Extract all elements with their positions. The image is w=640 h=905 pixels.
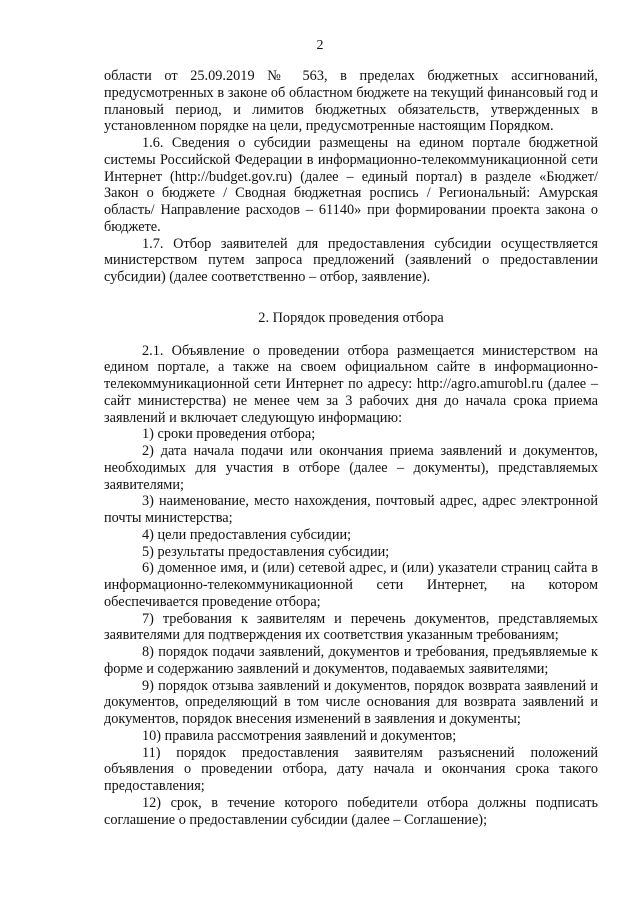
paragraph-continuation: области от 25.09.2019 № 563, в пределах бюджетных ассигнований, предусмотренных в законе об областном бюджете на текущий финансовый год и плановый период, и лимитов бюджетных обязательств, утвержденных в установленном порядке на цели, предусмотренные настоящим Порядком. [104, 68, 598, 135]
paragraph-2-1: 2.1. Объявление о проведении отбора размещается министерством на едином портале, а также на своем официальном сайте в информационно-телекоммуникационной сети Интернет по адресу: http://agro.amurobl.ru (далее – сайт министерства) не менее чем за 3 рабочих дня до начала срока приема заявлений и включает следующую информацию: [104, 342, 598, 426]
list-item-8: 8) порядок подачи заявлений, документов и требования, предъявляемые к форме и содержанию заявлений и документов, подаваемых заявителями; [104, 644, 598, 677]
list-item-9: 9) порядок отзыва заявлений и документов, порядок возврата заявлений и документов, определяющий в том числе основания для возврата заявлений и документов, порядок внесения изменений в заявления и документы; [104, 677, 598, 727]
paragraph-1-6: 1.6. Сведения о субсидии размещены на едином портале бюджетной системы Российской Федерации в информационно-телекоммуникационной сети Интернет (http://budget.gov.ru) (далее – единый портал) в разделе «Бюджет/ Закон о бюджете / Сводная бюджетная роспись / Региональный: Амурская область/ Направление расходов – 61140» при формировании проекта закона о бюджете. [104, 135, 598, 235]
list-item-10: 10) правила рассмотрения заявлений и документов; [142, 727, 457, 744]
list-item-1: 1) сроки проведения отбора; [142, 426, 316, 443]
list-item-11: 11) порядок предоставления заявителям разъяснений положений объявления о проведении отбора, дату начала и окончания срока такого предоставления; [104, 744, 598, 794]
document-body [104, 68, 598, 828]
page-number: 2 [316, 38, 324, 53]
list-item-3: 3) наименование, место нахождения, почтовый адрес, адрес электронной почты министерства; [104, 493, 598, 526]
list-item-6: 6) доменное имя, и (или) сетевой адрес, и (или) указатели страниц сайта в информационно-телекоммуникационной сети Интернет, на котором обеспечивается проведение отбора; [104, 560, 598, 610]
paragraph-1-7: 1.7. Отбор заявителей для предоставления субсидии осуществляется министерством путем запроса предложений (заявлений о предоставлении субсидии) (далее соответственно – отбор, заявление). [104, 235, 598, 285]
list-item-5: 5) результаты предоставления субсидии; [142, 543, 390, 560]
list-item-12: 12) срок, в течение которого победители отбора должны подписать соглашение о предоставлении субсидии (далее – Соглашение); [104, 794, 598, 828]
list-item-2: 2) дата начала подачи или окончания приема заявлений и документов, необходимых для участия в отборе (далее – документы), представляемых заявителями; [104, 443, 598, 493]
list-item-4: 4) цели предоставления субсидии; [142, 526, 352, 543]
list-item-7: 7) требования к заявителям и перечень документов, представляемых заявителями для подтверждения их соответствия указанным требованиям; [104, 610, 598, 644]
section-heading: 2. Порядок проведения отбора [258, 309, 444, 326]
